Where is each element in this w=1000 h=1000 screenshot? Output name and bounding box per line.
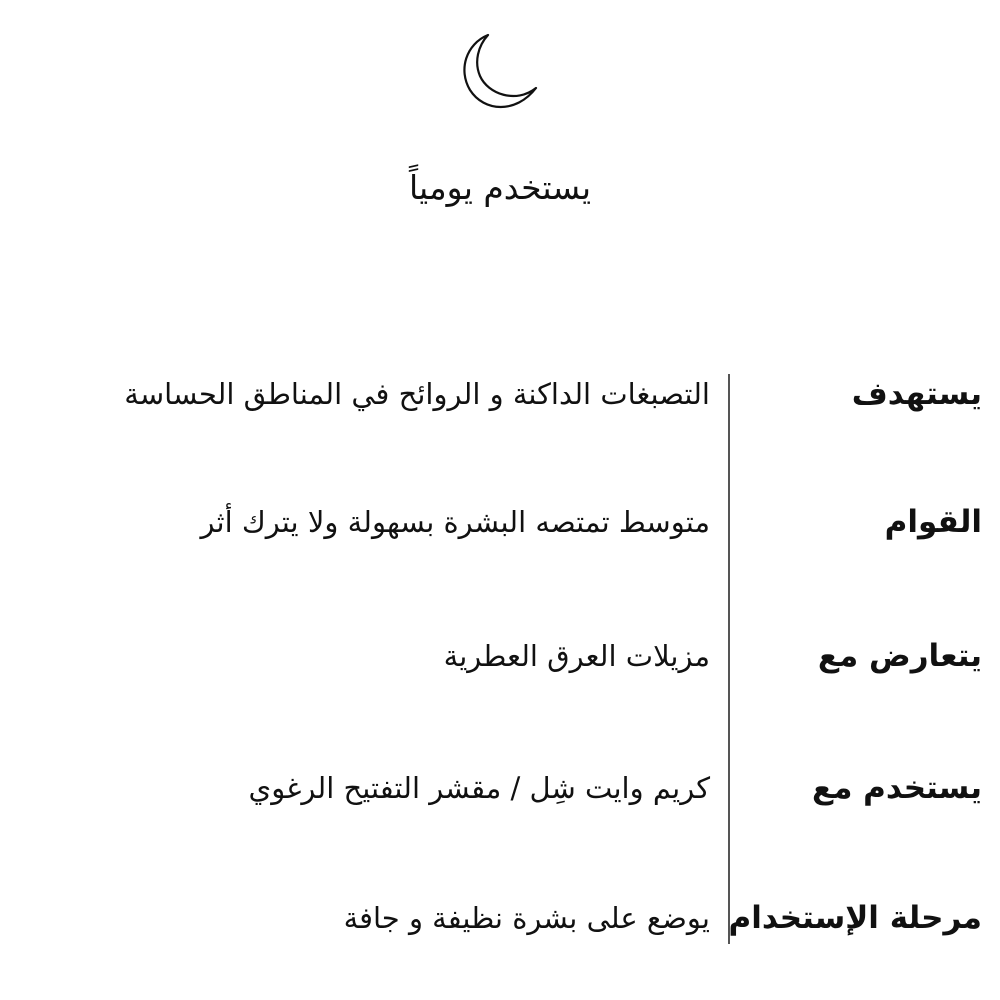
detail-row-usage-stage xyxy=(0,888,1000,948)
detail-label: يستخدم مع xyxy=(812,770,982,806)
detail-row-targets xyxy=(0,364,1000,424)
detail-row-used-with xyxy=(0,758,1000,818)
detail-value: كريم وايت شِل / مقشر التفتيح الرغوي xyxy=(248,771,710,805)
detail-row-conflicts-with xyxy=(0,626,1000,686)
usage-frequency-subtitle: يستخدم يومياً xyxy=(408,168,592,207)
detail-label: يستهدف xyxy=(851,376,982,412)
detail-value: التصبغات الداكنة و الروائح في المناطق الحساسة xyxy=(124,377,710,411)
detail-value: يوضع على بشرة نظيفة و جافة xyxy=(343,901,710,935)
detail-label: مرحلة الإستخدام xyxy=(728,900,982,936)
detail-row-texture xyxy=(0,492,1000,552)
detail-label: القوام xyxy=(884,504,982,540)
detail-value: مزيلات العرق العطرية xyxy=(443,639,710,673)
crescent-moon-icon xyxy=(458,32,542,112)
detail-label: يتعارض مع xyxy=(817,638,982,674)
detail-value: متوسط تمتصه البشرة بسهولة ولا يترك أثر xyxy=(200,505,710,539)
